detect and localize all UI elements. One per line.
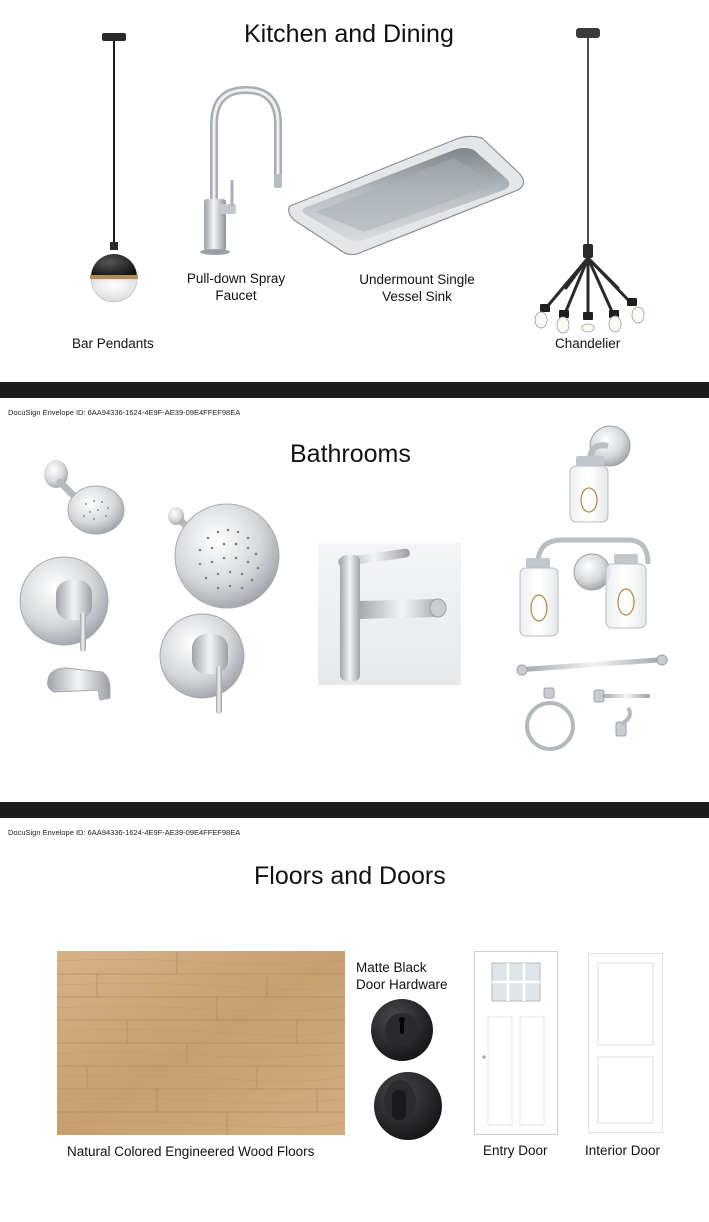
sink-image (286, 134, 530, 258)
docusign-envelope-id: DocuSign Envelope ID: 6AA94336-1624-4E9F-AE39-09E4FFEF98EA (8, 828, 241, 837)
sink-caption (354, 271, 480, 305)
sink-faucet-image (318, 543, 461, 685)
vanity-lights-accessories-image (508, 422, 684, 762)
interior-door-image (588, 953, 663, 1133)
floors-doors-page (0, 818, 709, 1222)
page-divider (0, 382, 709, 398)
bar-pendant-image (80, 30, 150, 305)
shower-tub-set-image (14, 454, 132, 724)
sink-caption-line2: Vessel Sink (382, 289, 452, 304)
bar-pendants-caption: Bar Pendants (72, 336, 154, 351)
interior-door-caption: Interior Door (585, 1143, 661, 1158)
faucet-caption-line1: Pull-down Spray (186, 271, 286, 286)
kitchen-section-title: Kitchen and Dining (244, 20, 454, 48)
sink-caption-line1: Undermount Single (359, 272, 475, 287)
wood-floor-image (57, 951, 345, 1135)
chandelier-caption: Chandelier (555, 336, 621, 351)
docusign-envelope-id: DocuSign Envelope ID: 6AA94336-1624-4E9F-AE39-09E4FFEF98EA (8, 408, 241, 417)
shower-set-image (156, 506, 286, 720)
kitchen-dining-page (0, 0, 709, 382)
entry-door-image (474, 951, 558, 1135)
chandelier-image (528, 26, 652, 332)
faucet-image (196, 84, 288, 256)
faucet-caption-line2: Faucet (215, 288, 257, 303)
bathrooms-page (0, 398, 709, 802)
door-hardware-image (368, 998, 450, 1143)
wood-floor-caption: Natural Colored Engineered Wood Floors (67, 1144, 315, 1159)
entry-door-caption: Entry Door (483, 1143, 548, 1158)
hardware-caption-line1: Matte Black (356, 960, 427, 975)
faucet-caption (184, 270, 288, 304)
floors-section-title: Floors and Doors (254, 862, 446, 890)
page-divider (0, 802, 709, 818)
hardware-caption (356, 959, 448, 993)
hardware-caption-line2: Door Hardware (356, 977, 448, 992)
bathrooms-section-title: Bathrooms (290, 440, 411, 468)
